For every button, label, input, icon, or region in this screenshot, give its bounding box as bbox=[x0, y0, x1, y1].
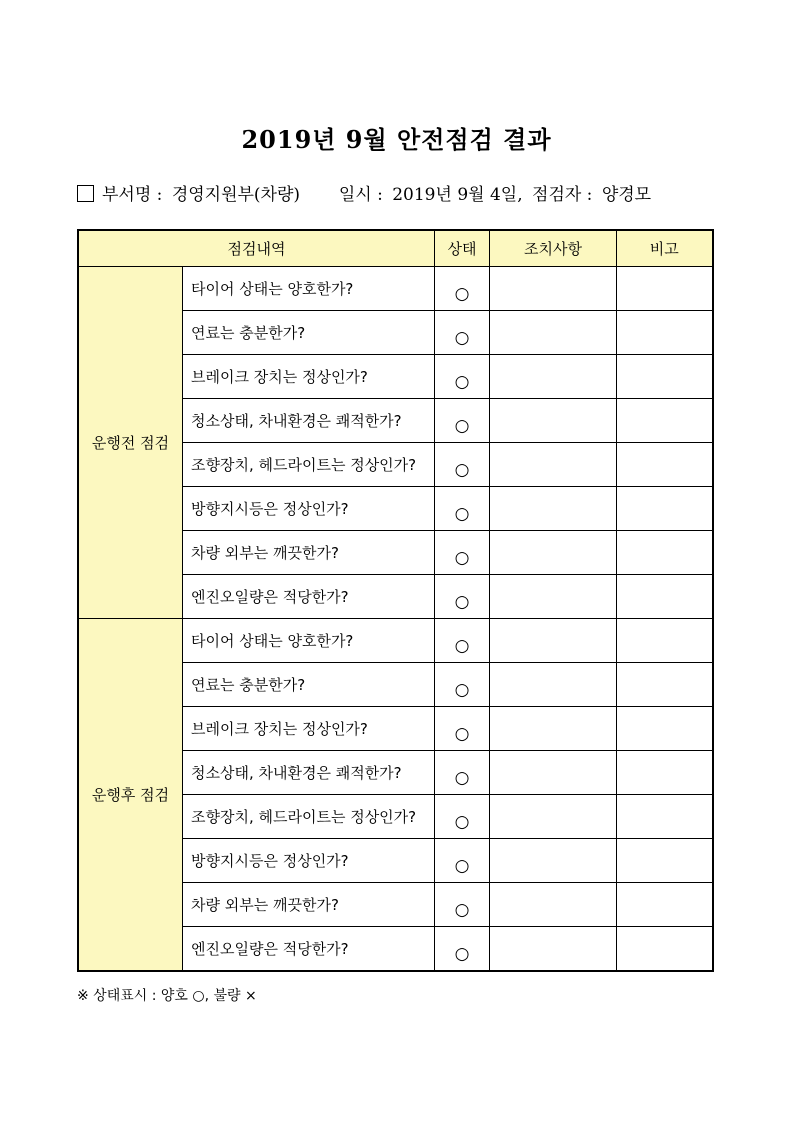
info-line bbox=[77, 180, 717, 205]
action-cell bbox=[490, 531, 617, 575]
action-cell bbox=[490, 443, 617, 487]
item-cell: 방향지시등은 정상인가? bbox=[183, 487, 435, 531]
remark-cell bbox=[617, 575, 713, 619]
action-cell bbox=[490, 795, 617, 839]
action-cell bbox=[490, 883, 617, 927]
remark-cell bbox=[617, 267, 713, 311]
status-legend-note: ※ 상태표시 : 양호 ○, 불량 × bbox=[77, 988, 257, 1004]
action-cell bbox=[490, 927, 617, 972]
action-cell bbox=[490, 267, 617, 311]
inspection-table bbox=[77, 229, 714, 972]
item-cell: 연료는 충분한가? bbox=[183, 663, 435, 707]
action-cell bbox=[490, 707, 617, 751]
item-cell: 청소상태, 차내환경은 쾌적한가? bbox=[183, 399, 435, 443]
action-cell bbox=[490, 839, 617, 883]
item-cell: 타이어 상태는 양호한가? bbox=[183, 619, 435, 663]
remark-cell bbox=[617, 443, 713, 487]
inspector-value: 양경모 bbox=[601, 185, 652, 205]
header-status: 상태 bbox=[435, 230, 490, 267]
item-cell: 조향장치, 헤드라이트는 정상인가? bbox=[183, 795, 435, 839]
item-cell: 엔진오일량은 적당한가? bbox=[183, 927, 435, 972]
header-remark: 비고 bbox=[617, 230, 713, 267]
action-cell bbox=[490, 619, 617, 663]
date-label: 일시 : bbox=[338, 185, 383, 205]
item-cell: 브레이크 장치는 정상인가? bbox=[183, 707, 435, 751]
remark-cell bbox=[617, 487, 713, 531]
item-cell: 엔진오일량은 적당한가? bbox=[183, 575, 435, 619]
remark-cell bbox=[617, 399, 713, 443]
status-cell: ○ bbox=[435, 795, 490, 839]
status-cell: ○ bbox=[435, 707, 490, 751]
action-cell bbox=[490, 355, 617, 399]
status-cell: ○ bbox=[435, 575, 490, 619]
status-cell: ○ bbox=[435, 311, 490, 355]
item-cell: 브레이크 장치는 정상인가? bbox=[183, 355, 435, 399]
header-action: 조치사항 bbox=[490, 230, 617, 267]
item-cell: 연료는 충분한가? bbox=[183, 311, 435, 355]
item-cell: 조향장치, 헤드라이트는 정상인가? bbox=[183, 443, 435, 487]
item-cell: 차량 외부는 깨끗한가? bbox=[183, 531, 435, 575]
status-cell: ○ bbox=[435, 487, 490, 531]
table-row bbox=[78, 619, 713, 663]
dept-value: 경영지원부(차량) bbox=[171, 185, 301, 205]
header-items: 점검내역 bbox=[78, 230, 435, 267]
remark-cell bbox=[617, 927, 713, 972]
inspector-label: 점검자 : bbox=[532, 185, 593, 205]
checkbox-icon bbox=[77, 185, 94, 202]
item-cell: 청소상태, 차내환경은 쾌적한가? bbox=[183, 751, 435, 795]
remark-cell bbox=[617, 839, 713, 883]
group-label: 운행후 점검 bbox=[78, 619, 183, 972]
status-cell: ○ bbox=[435, 663, 490, 707]
action-cell bbox=[490, 575, 617, 619]
status-cell: ○ bbox=[435, 751, 490, 795]
remark-cell bbox=[617, 311, 713, 355]
table-row bbox=[78, 267, 713, 311]
action-cell bbox=[490, 663, 617, 707]
status-cell: ○ bbox=[435, 399, 490, 443]
group-label: 운행전 점검 bbox=[78, 267, 183, 619]
status-cell: ○ bbox=[435, 267, 490, 311]
remark-cell bbox=[617, 707, 713, 751]
remark-cell bbox=[617, 619, 713, 663]
remark-cell bbox=[617, 883, 713, 927]
remark-cell bbox=[617, 795, 713, 839]
action-cell bbox=[490, 311, 617, 355]
date-value: 2019년 9월 4일, bbox=[392, 185, 523, 205]
dept-label: 부서명 : bbox=[102, 185, 163, 205]
table-header-row bbox=[78, 230, 713, 267]
status-cell: ○ bbox=[435, 619, 490, 663]
remark-cell bbox=[617, 663, 713, 707]
status-cell: ○ bbox=[435, 927, 490, 972]
item-cell: 방향지시등은 정상인가? bbox=[183, 839, 435, 883]
status-cell: ○ bbox=[435, 883, 490, 927]
status-cell: ○ bbox=[435, 531, 490, 575]
document-title: 2019년 9월 안전점검 결과 bbox=[241, 125, 552, 154]
item-cell: 타이어 상태는 양호한가? bbox=[183, 267, 435, 311]
remark-cell bbox=[617, 355, 713, 399]
status-cell: ○ bbox=[435, 839, 490, 883]
item-cell: 차량 외부는 깨끗한가? bbox=[183, 883, 435, 927]
status-cell: ○ bbox=[435, 443, 490, 487]
remark-cell bbox=[617, 531, 713, 575]
action-cell bbox=[490, 399, 617, 443]
status-cell: ○ bbox=[435, 355, 490, 399]
action-cell bbox=[490, 751, 617, 795]
remark-cell bbox=[617, 751, 713, 795]
action-cell bbox=[490, 487, 617, 531]
